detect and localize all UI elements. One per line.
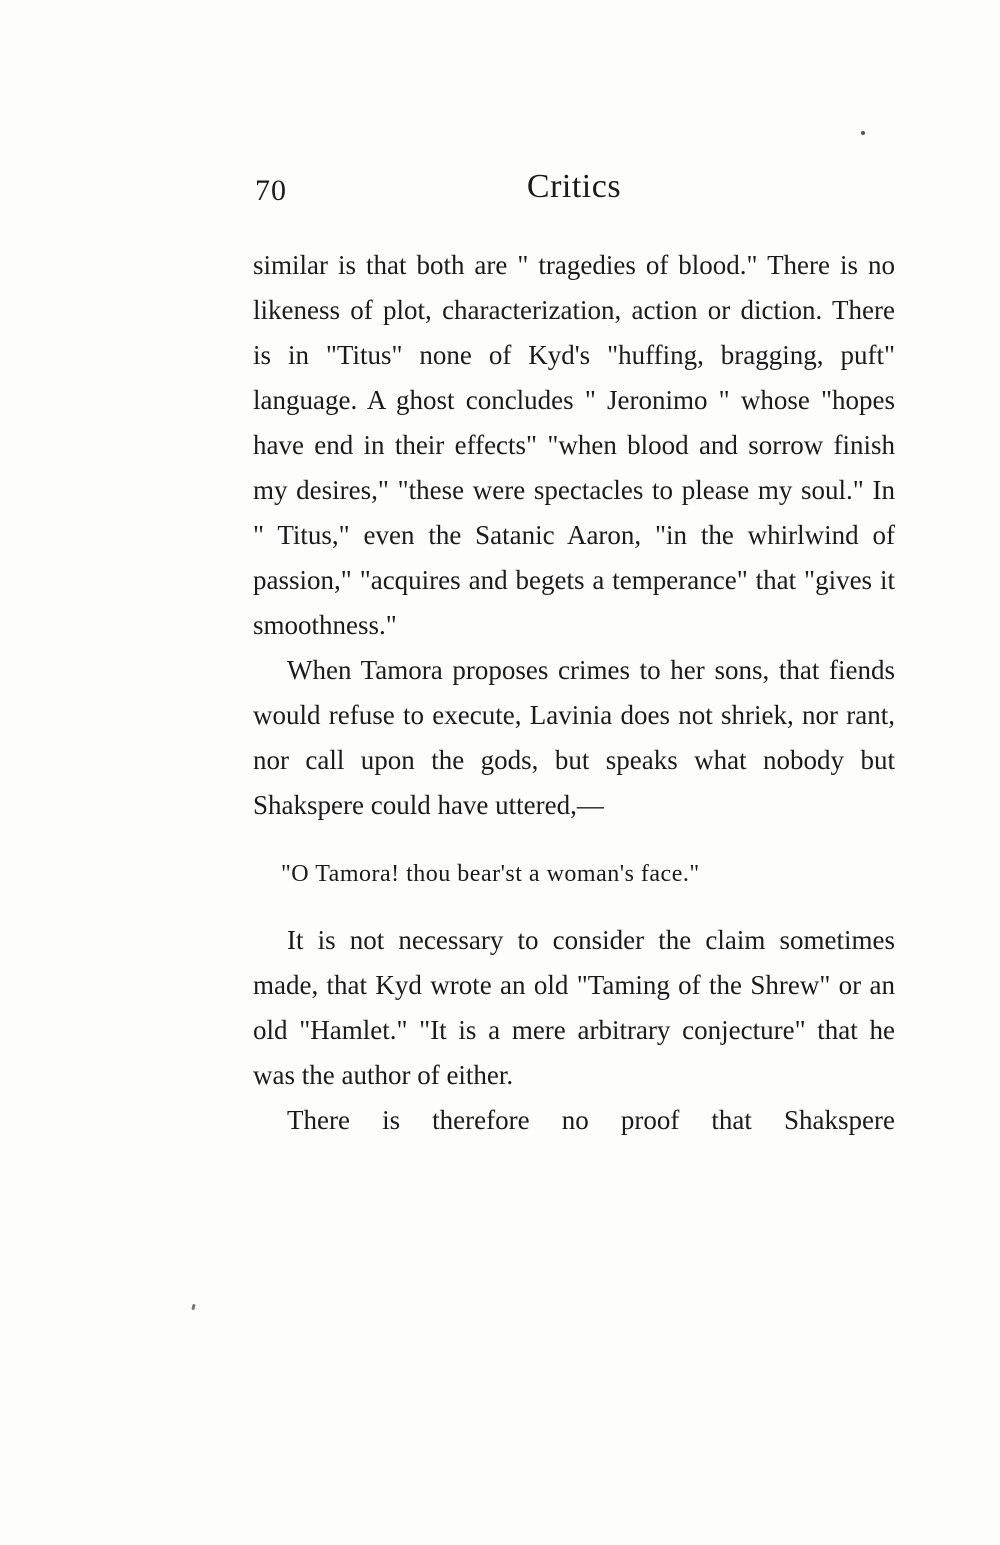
page-header [253, 168, 895, 218]
page-number: 70 [255, 174, 287, 207]
scan-artifact-bottom [191, 1304, 195, 1311]
paragraph-last-line: There is therefore no proof that Shakspere [287, 1105, 895, 1135]
page-title: Critics [526, 168, 622, 205]
page-body [253, 243, 895, 1143]
paragraph: It is not necessary to consider the claim sometimes made, that Kyd wrote an old "Taming of the Shrew" or an old "Hamlet." "It is a mere arbitrary conjecture" that he was the author of either. [253, 925, 895, 1090]
verse-quote: "O Tamora! thou bear'st a woman's face." [281, 861, 700, 887]
scan-artifact-top [861, 131, 865, 135]
paragraph: When Tamora proposes crimes to her sons, that fiends would refuse to execute, Lavinia does not shriek, nor rant, nor call upon the gods, but speaks what nobody but Shakspere could have uttered,— [253, 655, 895, 820]
paragraph-continuation: similar is that both are " tragedies of blood." There is no likeness of plot, characterization, action or diction. There is in "Titus" none of Kyd's "huffing, bragging, puft" language. A ghost concludes " Jeronimo " whose "hopes have end in their effects" "when blood and sorrow finish my desires," "these were spectacles to please my soul." In " Titus," even the Satanic Aaron, "in the whirlwind of passion," "acquires and begets a temperance" that "gives it smoothness." [253, 250, 895, 640]
